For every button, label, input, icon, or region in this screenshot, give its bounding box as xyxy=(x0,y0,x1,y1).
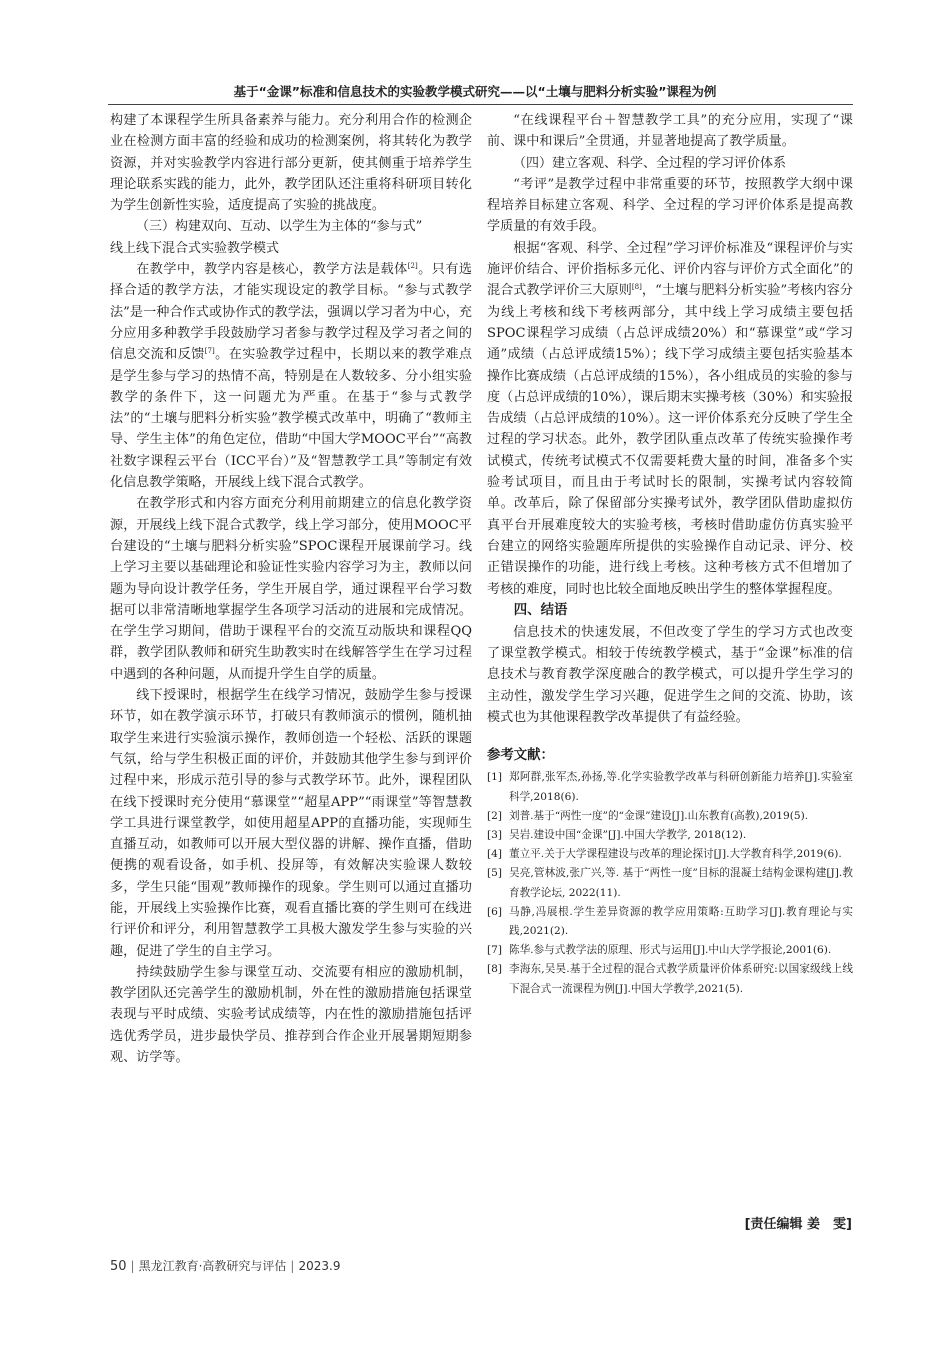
citation: [8] xyxy=(631,283,642,292)
paragraph: 在教学形式和内容方面充分利用前期建立的信息化教学资源，开展线上线下混合式教学，线上学习部分，使用MOOC平台建设的“土壤与肥料分析实验”SPOC课程开展课前学习。线上学习主要以基础理论和验证性实验内容学习为主，教师以问题为导向设计教学任务，学生开展自学，通过课程平台学习数据可以非常清晰地掌握学生各项学习活动的进展和完成情况。在学生学习期间，借助于课程平台的交流互动版块和课程QQ群，教学团队教师和研究生助教实时在线解答学生在学习过程中遇到的各种问题，从而提升学生自学的质量。 xyxy=(110,496,472,682)
reference-item: [4] 董立平.关于大学课程建设与改革的理论探讨[J].大学教育科学,2019(6). xyxy=(487,848,842,861)
header-rule xyxy=(108,104,853,105)
reference-item: [5] 吴亮,管林波,张广兴,等. 基于“两性一度”目标的混凝土结构金课构建[J].教育教学论坛, 2022(11). xyxy=(487,867,853,899)
page-number: 50 xyxy=(110,1259,127,1274)
paragraph: 根据“客观、科学、全过程”学习评价标准及“课程评价与实施评价结合、评价指标多元化、评价内容与评价方式全面化”的混合式教学评价三大原则[8]，“土壤与肥料分析实验”考核内容分为线上考核和线下考核两部分，其中线上学习成绩主要包括SPOC课程学习成绩（占总评成绩20%）和“慕课堂”或“学习通”成绩（占总评成绩15%）；线下学习成绩主要包括实验基本操作比赛成绩（占总评成绩的15%），各小组成员的实验的参与度（占总评成绩的10%），课后期末实操考核（30%）和实验报告成绩（占总评成绩的10%）。这一评价体系充分反映了学生全过程的学习状态。此外，教学团队重点改革了传统实验操作考试模式，传统考试模式不仅需要耗费大量的时间，准备多个实验考试项目，而且由于考试时长的限制，实操考试内容较简单。改革后，除了保留部分实操考试外，教学团队借助虚拟仿真平台开展难度较大的实验考核，考核时借助虚仿仿真实验平台建立的网络实验题库所提供的实验操作自动记录、评分、校正错误操作的功能，进行线上考核。这种考核方式不但增加了考核的难度，同时也比较全面地反映出学生的整体掌握程度。 xyxy=(487,240,854,597)
paragraph: 线下授课时，根据学生在线学习情况，鼓励学生参与授课环节，如在教学演示环节，打破只有教师演示的惯例，随机抽取学生来进行实验演示操作，教师创造一个轻松、活跃的课题气氛，给与学生积极正面的评价，并鼓励其他学生参与到评价过程中来，形成示范引导的参与式教学环节。此外，课程团队在线下授课时充分使用“慕课堂”“超星APP”“雨课堂”等智慧教学工具进行课堂教学，如使用超星APP的直播功能，实现师生直播互动，如教师可以开展大型仪器的讲解、操作直播，借助便携的观看设备，如手机、投屏等，有效解决实验课人数较多，学生只能“围观”教师操作的现象。学生则可以通过直播功能，开展线上实验操作比赛，观看直播比赛的学生则可在线进行评价和评分，利用智慧教学工具极大激发学生参与实验的兴趣，促进了学生的自主学习。 xyxy=(110,688,472,959)
journal-issue: 2023.9 xyxy=(298,1259,341,1273)
reference-item: [6] 马静,冯展根.学生差异资源的教学应用策略:互助学习[J].教育理论与实践,2021(2). xyxy=(487,905,853,937)
right-column xyxy=(487,110,853,999)
subsection-heading-3-cont: 线上线下混合式实验教学模式 xyxy=(110,240,280,256)
section-heading-conclusion: 四、结语 xyxy=(513,602,568,618)
reference-item: [3] 吴岩.建设中国“金课”[J].中国大学教学, 2018(12). xyxy=(487,828,747,841)
paragraph: 构建了本课程学生所具备素养与能力。充分利用合作的检测企业在检测方面丰富的经验和成功的检测案例，将其转化为教学资源，并对实验教学内容进行部分更新，使其侧重于培养学生理论联系实践的能力，此外，教学团队还注重将科研项目转化为学生创新性实验，适度提高了实验的挑战度。 xyxy=(110,113,472,214)
subsection-heading-4: （四）建立客观、科学、全过程的学习评价体系 xyxy=(513,155,787,171)
reference-item: [7] 陈华.参与式教学法的原理、形式与运用[J].中山大学学报论,2001(6). xyxy=(487,944,832,957)
paragraph: “考评”是教学过程中非常重要的环节，按照教学大纲中课程培养目标建立客观、科学、全过程的学习评价体系是提高教学质量的有效手段。 xyxy=(487,176,853,235)
references-title: 参考文献： xyxy=(487,748,554,764)
citation: [7] xyxy=(204,347,215,356)
reference-item: [1] 郑阿群,张军杰,孙扬,等.化学实验教学改革与科研创新能力培养[J].实验室科学,2018(6). xyxy=(487,771,853,803)
paragraph: 持续鼓励学生参与课堂互动、交流要有相应的激励机制，教学团队还完善学生的激励机制，外在性的激励措施包括课堂表现与平时成绩、实验考试成绩等，内在性的激励措施包括评选优秀学员，进步最快学员、推荐到合作企业开展暑期短期参观、访学等。 xyxy=(110,964,472,1066)
paragraph: 信息技术的快速发展，不但改变了学生的学习方式也改变了课堂教学模式。相较于传统教学模式，基于“金课”标准的信息技术与教育教学深度融合的教学模式，可以提升学生学习的主动性，激发学生学习兴趣，促进学生之间的交流、协助，该模式也为其他课程教学改革提供了有益经验。 xyxy=(487,624,853,726)
responsible-editor: [责任编辑 姜 雯] xyxy=(744,1217,852,1232)
journal-name: 黑龙江教育·高教研究与评估 xyxy=(138,1259,287,1273)
paragraph: “在线课程平台＋智慧教学工具”的充分应用，实现了“课前、课中和课后”全贯通，并显著地提高了教学质量。 xyxy=(487,113,853,150)
page-footer: 50 | 黑龙江教育·高教研究与评估 | 2023.9 xyxy=(110,1259,341,1274)
running-header: 基于“金课”标准和信息技术的实验教学模式研究——以“土壤与肥料分析实验”课程为例 xyxy=(233,84,717,99)
left-column xyxy=(110,110,472,1068)
reference-item: [8] 李海东,吴昊.基于全过程的混合式教学质量评价体系研究:以国家级线上线下混合式一流课程为例[J].中国大学教学,2021(5). xyxy=(487,963,853,995)
reference-item: [2] 刘普.基于“两性一度”的“金课”建设[J].山东教育(高教),2019(5). xyxy=(487,809,809,822)
subsection-heading-3: （三）构建双向、互动、以学生为主体的“参与式” xyxy=(136,219,423,235)
references-list xyxy=(487,768,853,998)
citation: [2] xyxy=(407,262,418,271)
paragraph: 在教学中，教学内容是核心，教学方法是载体[2]。只有选择合适的教学方法，才能实现设定的教学目标。“参与式教学法”是一种合作式或协作式的教学法，强调以学习者为中心，充分应用多种教学手段鼓励学习者参与教学过程及学习者之间的信息交流和反馈[7]。在实验教学过程中，长期以来的教学难点是学生参与学习的热情不高，特别是在人数较多、分小组实验教学的条件下，这一问题尤为严重。在基于“参与式教学法”的“土壤与肥料分析实验”教学模式改革中，明确了“教师主导、学生主体”的角色定位，借助“中国大学MOOC平台”“高教社数字课程云平台（ICC平台）”及“智慧教学工具”等制定有效化信息教学策略，开展线上线下混合式教学。 xyxy=(110,262,473,491)
